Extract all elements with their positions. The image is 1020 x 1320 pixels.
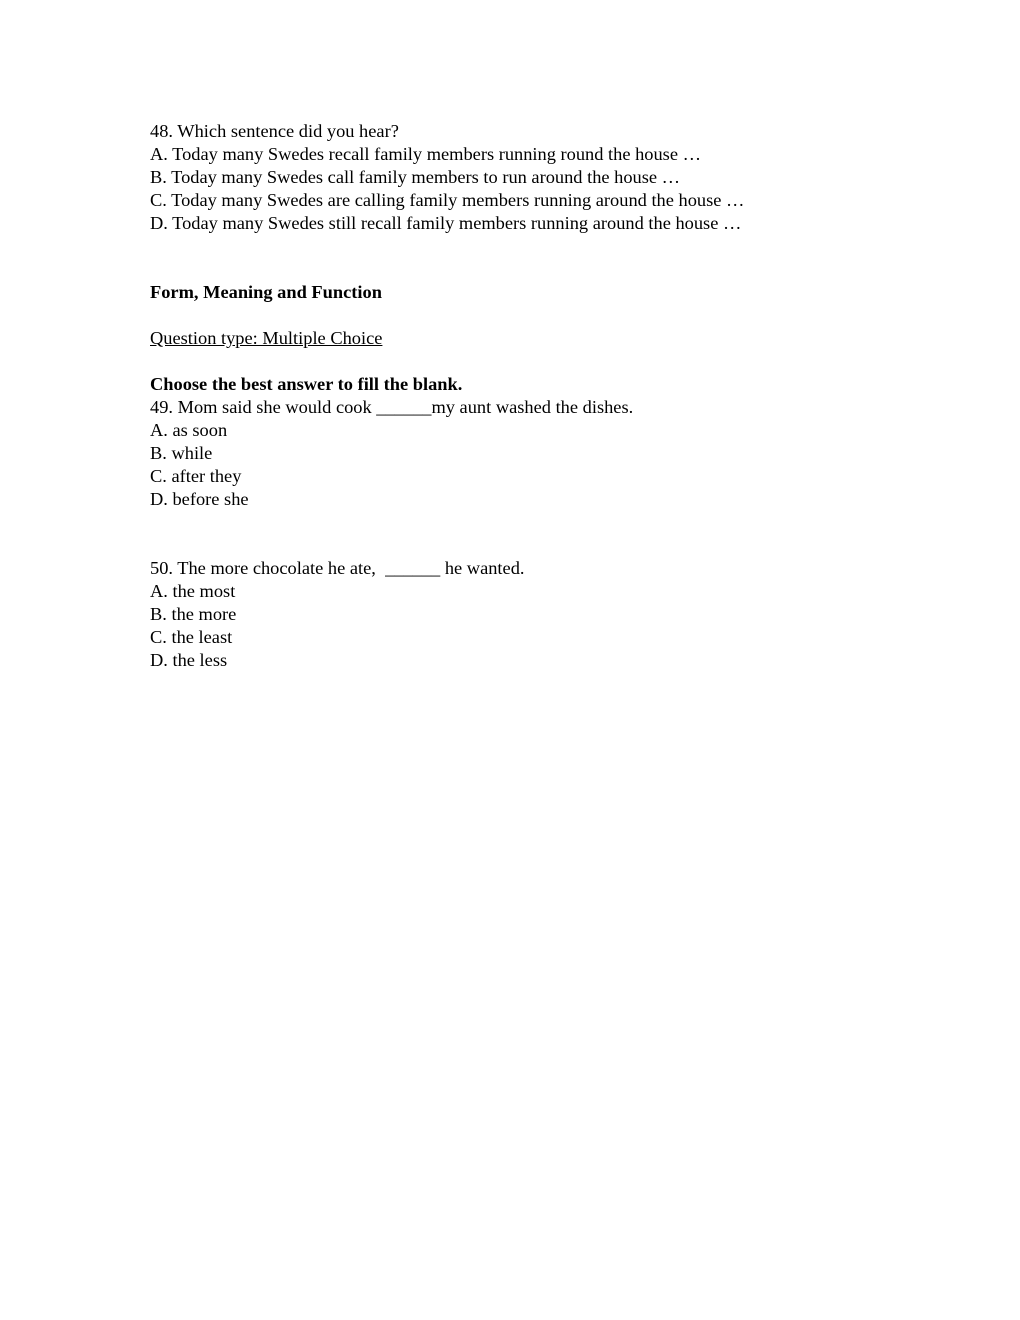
question-50-text: 50. The more chocolate he ate, ______ he wanted. (150, 558, 525, 578)
document-page (150, 120, 870, 672)
question-48-option-c: C. Today many Swedes are calling family members running around the house … (150, 190, 745, 210)
question-49-option-c: C. after they (150, 466, 242, 486)
question-48-text: 48. Which sentence did you hear? (150, 121, 399, 141)
question-49-text: 49. Mom said she would cook ______my aunt washed the dishes. (150, 397, 634, 417)
spacer (150, 304, 870, 327)
question-50-option-a: A. the most (150, 581, 236, 601)
question-48-option-b: B. Today many Swedes call family members to run around the house … (150, 167, 681, 187)
question-49-option-a: A. as soon (150, 420, 228, 440)
question-50 (150, 557, 870, 672)
section-heading: Form, Meaning and Function (150, 282, 382, 302)
question-48-option-a: A. Today many Swedes recall family members running round the house … (150, 144, 701, 164)
spacer (150, 511, 870, 557)
spacer (150, 350, 870, 373)
question-49 (150, 396, 870, 511)
instruction-text: Choose the best answer to fill the blank. (150, 374, 463, 394)
spacer (150, 235, 870, 281)
question-49-option-d: D. before she (150, 489, 249, 509)
question-50-option-c: C. the least (150, 627, 233, 647)
question-50-option-b: B. the more (150, 604, 237, 624)
question-48-option-d: D. Today many Swedes still recall family members running around the house … (150, 213, 742, 233)
question-50-option-d: D. the less (150, 650, 228, 670)
question-48 (150, 120, 870, 235)
question-49-option-b: B. while (150, 443, 213, 463)
question-type-label: Question type: Multiple Choice (150, 328, 383, 348)
